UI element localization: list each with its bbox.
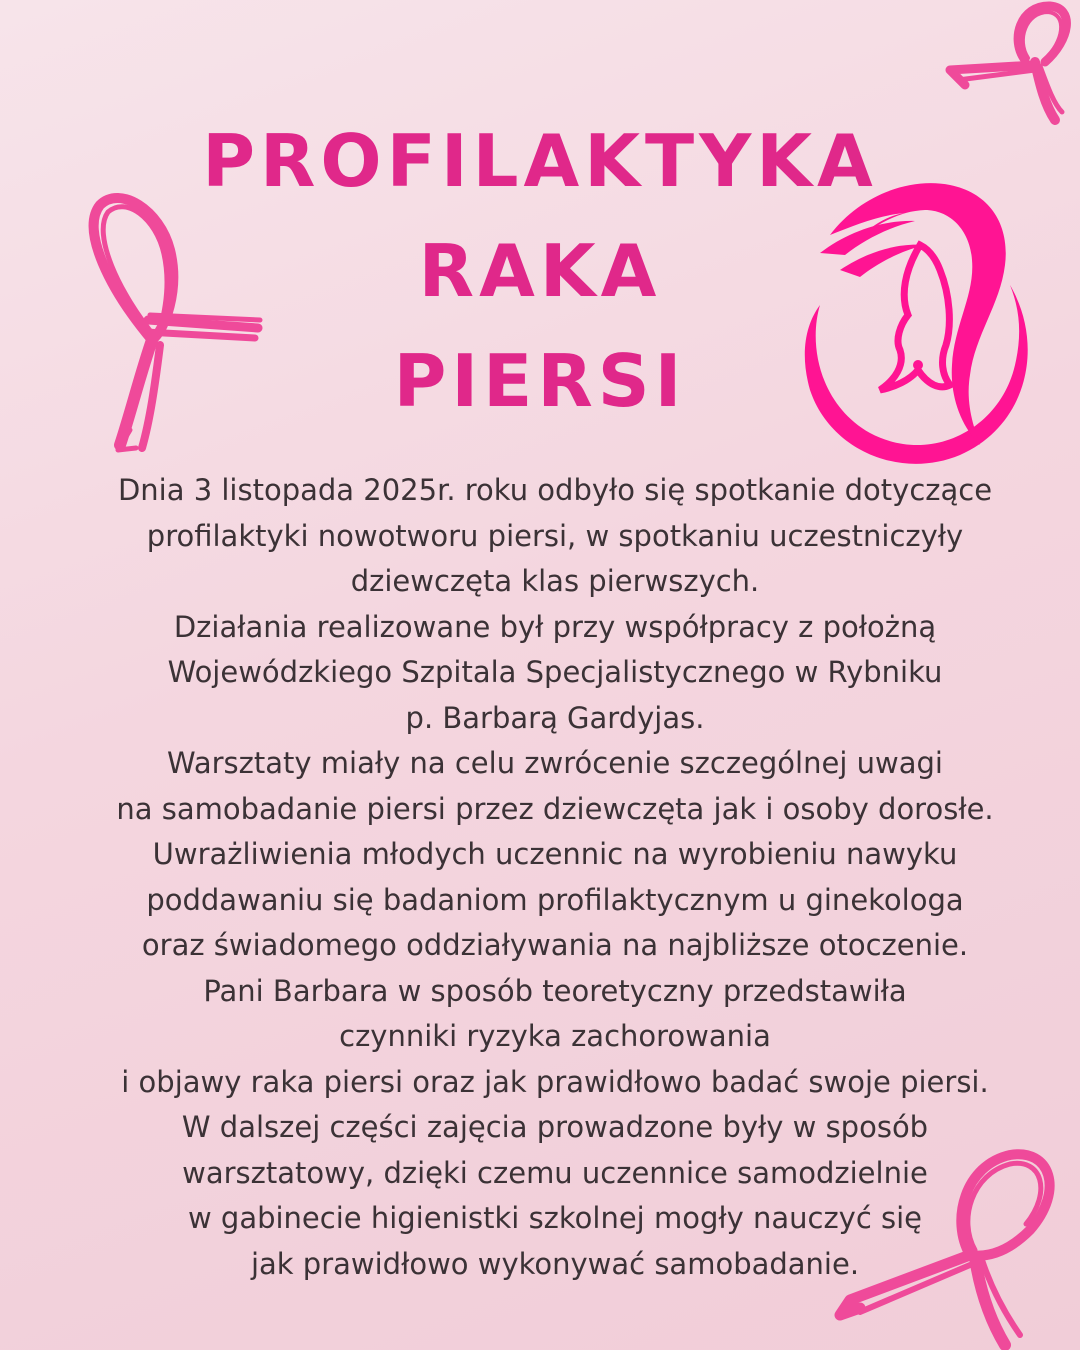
body-line: poddawaniu się badaniom profilaktycznym u ginekologa: [146, 882, 964, 917]
body-line: w gabinecie higienistki szkolnej mogły nauczyć się: [187, 1201, 923, 1235]
body-line: jak prawidłowo wykonywać samobadanie.: [250, 1246, 860, 1281]
body-line: na samobadanie piersi przez dziewczęta jak i osoby dorosłe.: [116, 791, 994, 826]
body-line: p. Barbarą Gardyjas.: [405, 700, 705, 735]
announcement-text: [40, 468, 1070, 1287]
body-line: oraz świadomego oddziaływania na najbliższe otoczenie.: [141, 928, 969, 962]
body-line: Pani Barbara w sposób teoretyczny przedstawiła: [203, 973, 907, 1008]
title-line-3: PIERSI: [393, 339, 687, 423]
body-line: W dalszej części zajęcia prowadzone były w sposób: [181, 1110, 929, 1144]
body-line: dziewczęta klas pierwszych.: [350, 564, 760, 598]
body-line: Dnia 3 listopada 2025r. roku odbyło się spotkanie dotyczące: [117, 473, 993, 507]
body-line: Uwrażliwienia młodych uczennic na wyrobieniu nawyku: [152, 837, 958, 871]
body-line: Wojewódzkiego Szpitala Specjalistycznego w Rybniku: [167, 655, 943, 689]
poster-title: [0, 106, 1080, 436]
body-line: warsztatowy, dzięki czemu uczennice samodzielnie: [182, 1155, 928, 1190]
body-line: czynniki ryzyka zachorowania: [339, 1019, 771, 1053]
body-line: i objawy raka piersi oraz jak prawidłowo badać swoje piersi.: [121, 1064, 989, 1099]
body-line: profilaktyki nowotworu piersi, w spotkaniu uczestniczyły: [146, 518, 964, 553]
title-line-1: PROFILAKTYKA: [202, 119, 878, 203]
body-line: Działania realizowane był przy współpracy z położną: [173, 609, 937, 644]
body-line: Warsztaty miały na celu zwrócenie szczególnej uwagi: [167, 746, 943, 780]
title-line-2: RAKA: [418, 229, 662, 313]
